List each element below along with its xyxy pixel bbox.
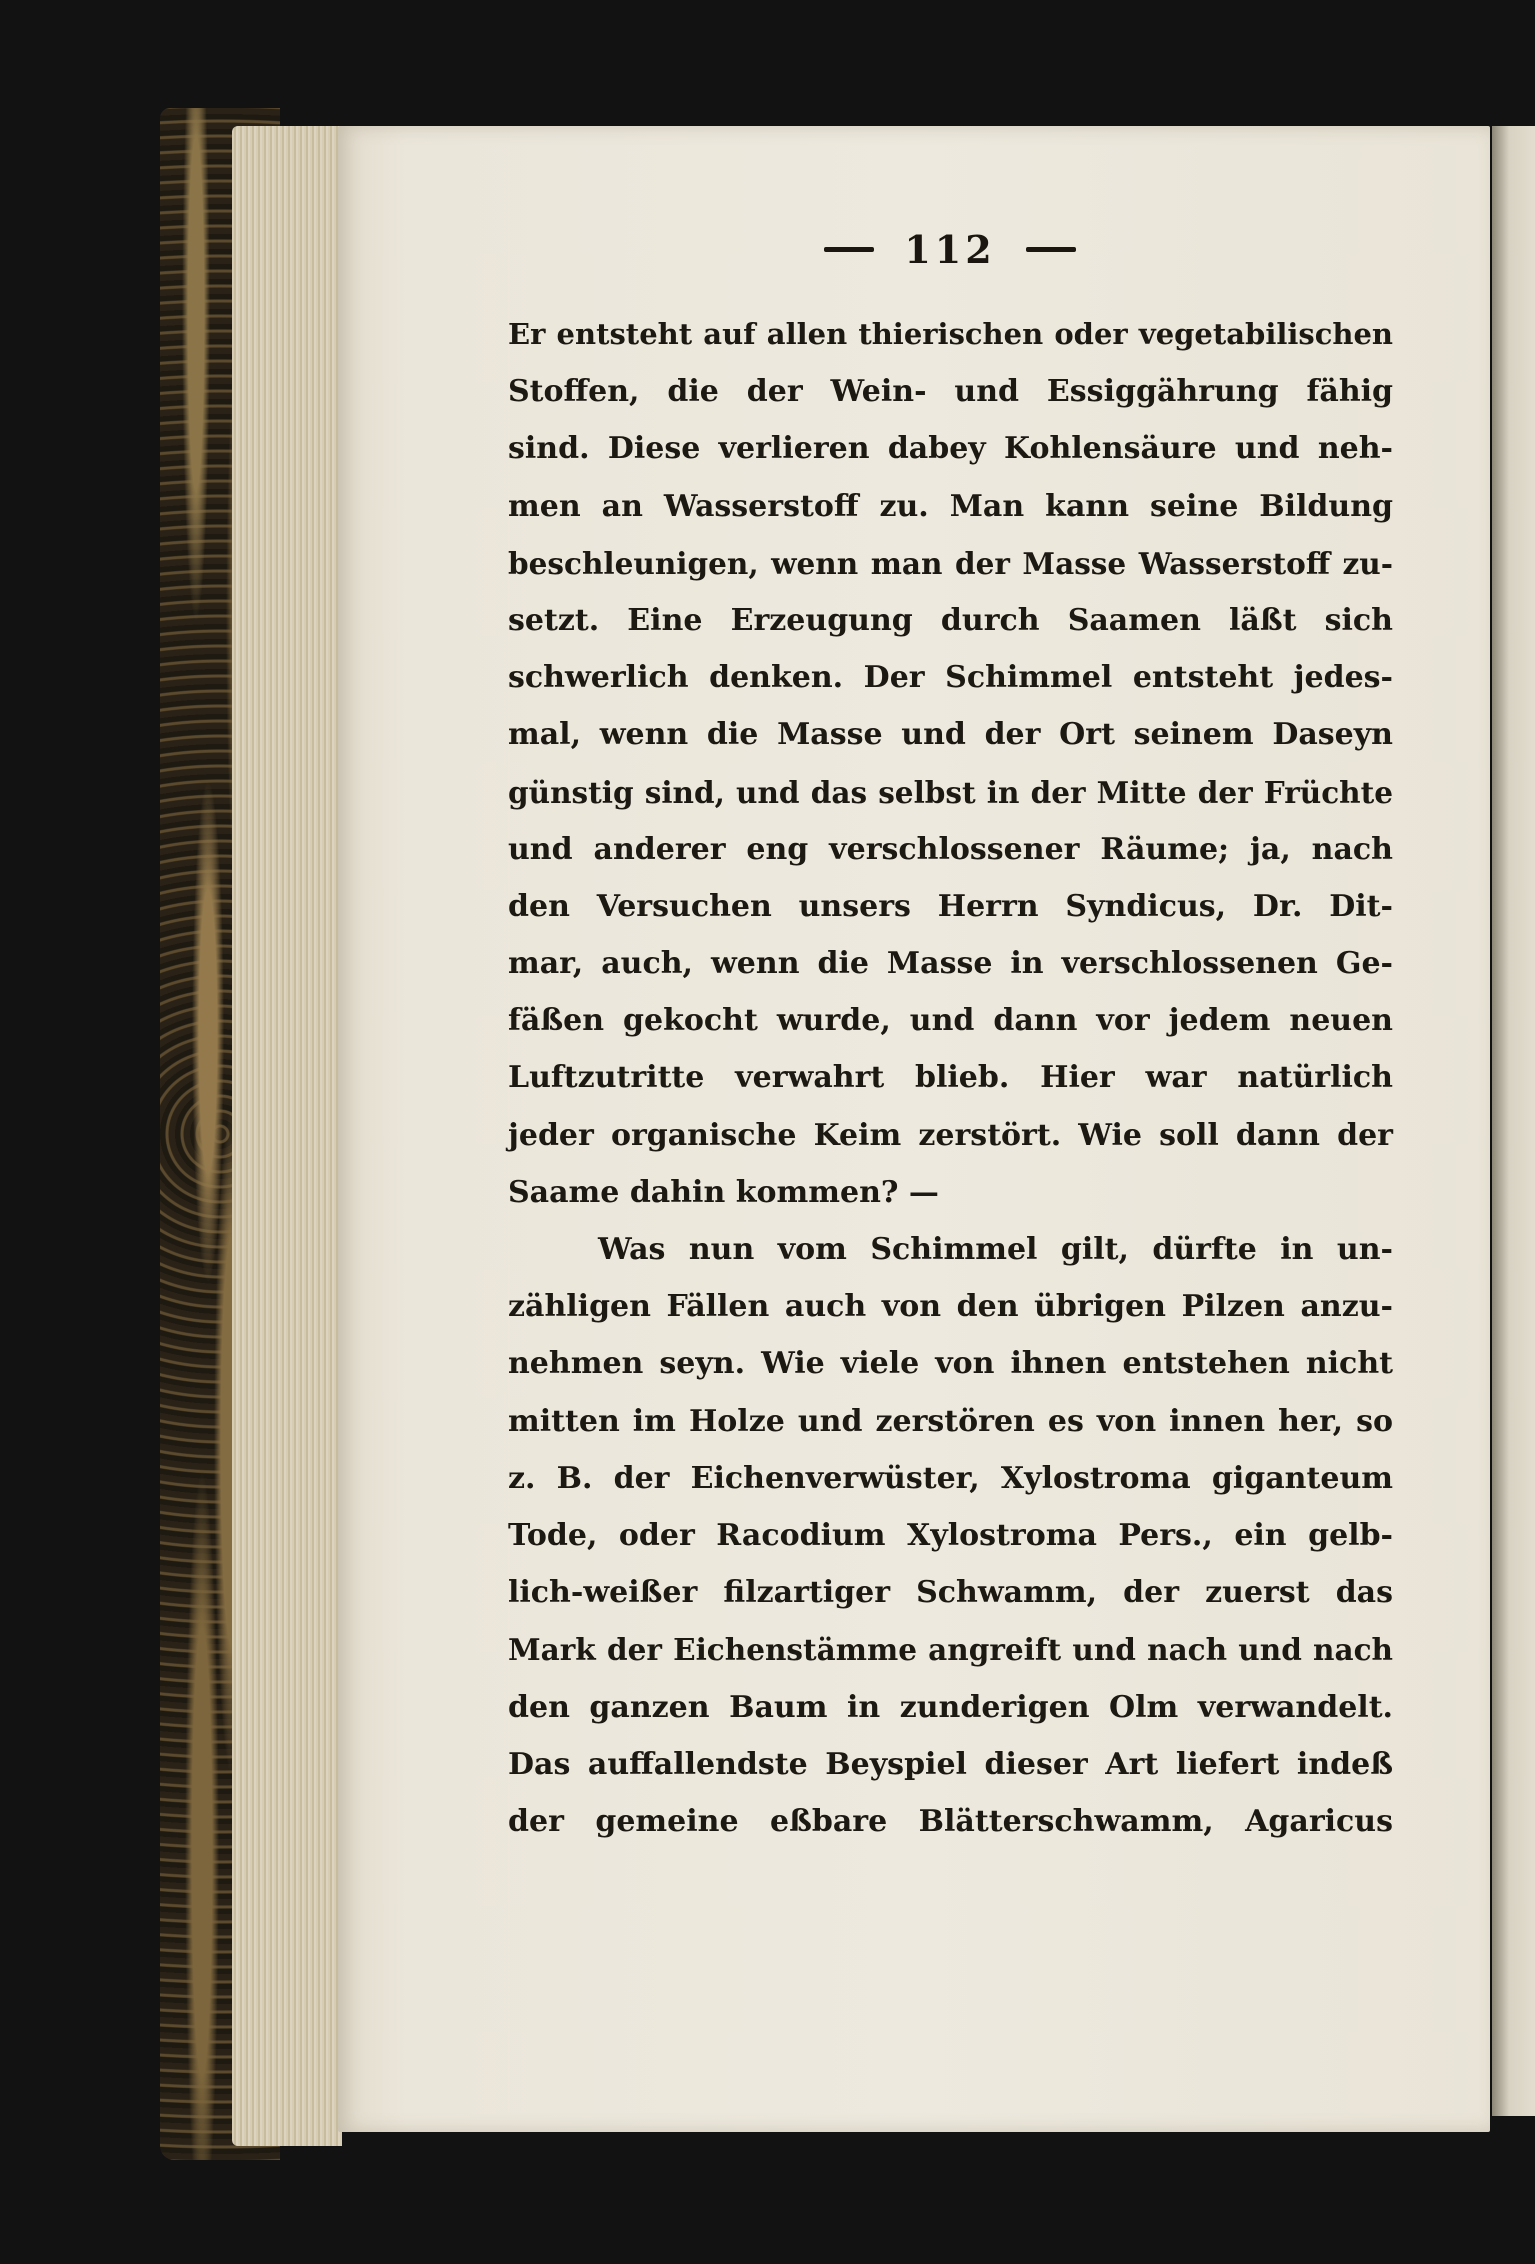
page-number: 112 (904, 226, 996, 272)
text-line: sind. Diese verlieren dabey Kohlensäure und neh- (508, 431, 1393, 467)
text-line: Was nun vom Schimmel gilt, dürfte in un- (598, 1232, 1393, 1267)
text-line: z. B. der Eichenverwüster, Xylostroma giganteum (508, 1460, 1393, 1496)
page-header (800, 226, 1100, 272)
body-text (508, 306, 1393, 1850)
text-line: lich-weißer filzartiger Schwamm, der zuerst das (508, 1575, 1393, 1611)
header-dash-right (1026, 247, 1076, 252)
text-line: Luftzutritte verwahrt blieb. Hier war natürlich (508, 1060, 1393, 1096)
text-line: den Versuchen unsers Herrn Syndicus, Dr. Dit- (508, 888, 1393, 924)
text-line: der gemeine eßbare Blätterschwamm, Agaricus (508, 1803, 1393, 1839)
text-line: günstig sind, und das selbst in der Mitte der Früchte (508, 774, 1393, 810)
page-block-edges (232, 126, 342, 2146)
text-line: Tode, oder Racodium Xylostroma Pers., ein gelb- (508, 1517, 1393, 1553)
text-line: nehmen seyn. Wie viele von ihnen entstehen nicht (508, 1346, 1393, 1382)
text-line: Mark der Eichenstämme angreift und nach und nach (508, 1632, 1393, 1668)
text-line: jeder organische Keim zerstört. Wie soll dann der (508, 1117, 1393, 1153)
text-line: men an Wasserstoff zu. Man kann seine Bildung (508, 488, 1393, 524)
text-line: setzt. Eine Erzeugung durch Saamen läßt sich (508, 602, 1393, 638)
text-line: Stoffen, die der Wein- und Essiggährung fähig (508, 374, 1393, 410)
text-line: und anderer eng verschlossener Räume; ja, nach (508, 831, 1393, 867)
text-line: schwerlich denken. Der Schimmel entsteht jedes- (508, 660, 1393, 696)
text-line: mitten im Holze und zerstören es von innen her, so (508, 1403, 1393, 1439)
text-line: beschleunigen, wenn man der Masse Wasserstoff zu- (508, 545, 1393, 581)
text-line: Er entsteht auf allen thierischen oder vegetabilischen (508, 317, 1393, 351)
text-line: den ganzen Baum in zunderigen Olm verwandelt. (508, 1689, 1393, 1725)
text-line: zähligen Fällen auch von den übrigen Pilzen anzu- (508, 1289, 1393, 1325)
text-line: Saame dahin kommen? — (508, 1174, 939, 1210)
text-line: mar, auch, wenn die Masse in verschlossenen Ge- (508, 946, 1393, 982)
facing-page-edge (1492, 126, 1535, 2116)
text-line: mal, wenn die Masse und der Ort seinem Daseyn (508, 717, 1393, 753)
text-line: Das auffallendste Beyspiel dieser Art liefert indeß (508, 1746, 1393, 1782)
header-dash-left (824, 247, 874, 252)
text-line: fäßen gekocht wurde, und dann vor jedem neuen (508, 1003, 1393, 1039)
